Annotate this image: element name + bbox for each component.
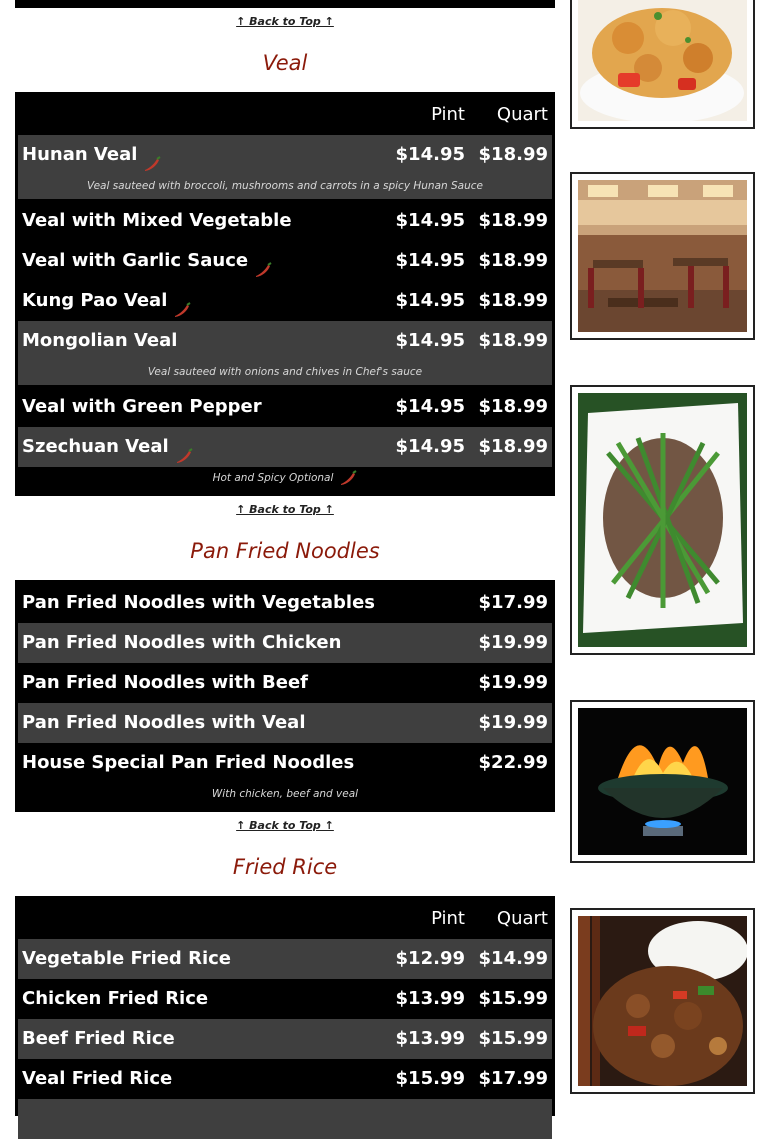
menu-item-veal-green-pepper — [18, 387, 552, 427]
previous-section-bottom — [15, 0, 555, 8]
menu-item-name: Veal with Green Pepper — [22, 396, 262, 417]
chili-pepper-icon — [337, 470, 357, 486]
quart-price: $18.99 — [478, 210, 548, 231]
menu-item-hunan-veal — [18, 135, 552, 175]
menu-item-name: Veal with Mixed Vegetable — [22, 210, 292, 231]
food-photo-string-beans — [570, 385, 755, 655]
table-header — [18, 899, 552, 939]
pint-price: $13.99 — [395, 988, 465, 1009]
menu-item-next — [18, 1099, 552, 1139]
pint-price: $12.99 — [395, 948, 465, 969]
menu-item-name: Pan Fried Noodles with Chicken — [22, 632, 342, 653]
quart-price: $18.99 — [478, 144, 548, 165]
menu-item-name: Kung Pao Veal — [22, 290, 168, 311]
quart-price: $18.99 — [478, 436, 548, 457]
quart-price: $17.99 — [478, 1068, 548, 1089]
food-photo-sweet-sour-chicken — [570, 0, 755, 129]
menu-item-description: With chicken, beef and veal — [211, 788, 359, 800]
pint-price: $15.99 — [395, 1068, 465, 1089]
menu-item-szechuan-veal — [18, 427, 552, 467]
pint-price: $14.95 — [395, 290, 465, 311]
table-header — [18, 95, 552, 135]
pint-price: $14.95 — [395, 396, 465, 417]
back-to-top-link[interactable]: ↑ Back to Top ↑ — [236, 819, 334, 832]
menu-item-veal-fried-rice — [18, 1059, 552, 1099]
menu-item-beef-fried-rice — [18, 1019, 552, 1059]
menu-item-name: Pan Fried Noodles with Vegetables — [22, 592, 375, 613]
menu-item-pfn-house-special — [18, 743, 552, 783]
menu-item-name: Veal Fried Rice — [22, 1068, 173, 1089]
back-to-top-link[interactable]: ↑ Back to Top ↑ — [236, 15, 334, 28]
price: $17.99 — [478, 592, 548, 613]
quart-price: $18.99 — [478, 396, 548, 417]
price: $19.99 — [478, 632, 548, 653]
menu-item-pfn-beef — [18, 663, 552, 703]
quart-price: $14.99 — [478, 948, 548, 969]
spicy-footnote: Hot and Spicy Optional — [18, 465, 552, 491]
wok-fire-photo — [570, 700, 755, 863]
menu-item-pfn-veal — [18, 703, 552, 743]
menu-item-pfn-vegetables — [18, 583, 552, 623]
quart-column-header: Quart — [496, 908, 548, 929]
menu-item-name: Chicken Fried Rice — [22, 988, 209, 1009]
menu-item-name: Hunan Veal — [22, 144, 138, 165]
menu-item-pfn-chicken — [18, 623, 552, 663]
menu-item-name: Vegetable Fried Rice — [22, 948, 231, 969]
quart-price: $18.99 — [478, 290, 548, 311]
price: $19.99 — [478, 712, 548, 733]
menu-item-name: Pan Fried Noodles with Veal — [22, 712, 306, 733]
chili-pepper-icon — [141, 147, 161, 163]
menu-item-name: Beef Fried Rice — [22, 1028, 175, 1049]
menu-item-name: Mongolian Veal — [22, 330, 178, 351]
menu-item-mongolian-veal — [18, 321, 552, 361]
quart-price: $15.99 — [478, 1028, 548, 1049]
price: $22.99 — [478, 752, 548, 773]
menu-item-name: Veal with Garlic Sauce — [22, 250, 249, 271]
pint-column-header: Pint — [431, 104, 465, 125]
menu-item-kung-pao-veal — [18, 281, 552, 321]
pint-column-header: Pint — [431, 908, 465, 929]
menu-item-description: Veal sauteed with onions and chives in Chef's sauce — [18, 359, 552, 385]
pan-fried-noodles-menu-table — [15, 580, 555, 812]
veal-menu-table — [15, 92, 555, 496]
pint-price: $13.99 — [395, 1028, 465, 1049]
pint-price: $14.95 — [395, 436, 465, 457]
back-to-top-link[interactable]: ↑ Back to Top ↑ — [236, 503, 334, 516]
menu-item-name: Szechuan Veal — [22, 436, 169, 457]
section-title-pan-fried-noodles: Pan Fried Noodles — [190, 539, 380, 563]
food-photo-kung-pao — [570, 908, 755, 1094]
menu-item-name: Pan Fried Noodles with Beef — [22, 672, 308, 693]
pint-price: $14.95 — [395, 330, 465, 351]
section-title-fried-rice: Fried Rice — [232, 855, 338, 879]
menu-item-vegetable-fried-rice — [18, 939, 552, 979]
restaurant-interior-photo — [570, 172, 755, 340]
menu-item-veal-mixed-vegetable — [18, 201, 552, 241]
menu-item-name: House Special Pan Fried Noodles — [22, 752, 355, 773]
chili-pepper-icon — [171, 293, 191, 309]
pint-price: $14.95 — [395, 250, 465, 271]
pint-price: $14.95 — [395, 210, 465, 231]
section-title-veal: Veal — [262, 51, 308, 75]
price: $19.99 — [478, 672, 548, 693]
quart-column-header: Quart — [496, 104, 548, 125]
fried-rice-menu-table — [15, 896, 555, 1116]
chili-pepper-icon — [252, 253, 272, 269]
pint-price: $14.95 — [395, 144, 465, 165]
quart-price: $15.99 — [478, 988, 548, 1009]
chili-pepper-icon — [173, 439, 193, 455]
quart-price: $18.99 — [478, 250, 548, 271]
menu-item-description: Veal sauteed with broccoli, mushrooms and carrots in a spicy Hunan Sauce — [18, 173, 552, 199]
menu-item-veal-garlic-sauce — [18, 241, 552, 281]
menu-item-chicken-fried-rice — [18, 979, 552, 1019]
quart-price: $18.99 — [478, 330, 548, 351]
